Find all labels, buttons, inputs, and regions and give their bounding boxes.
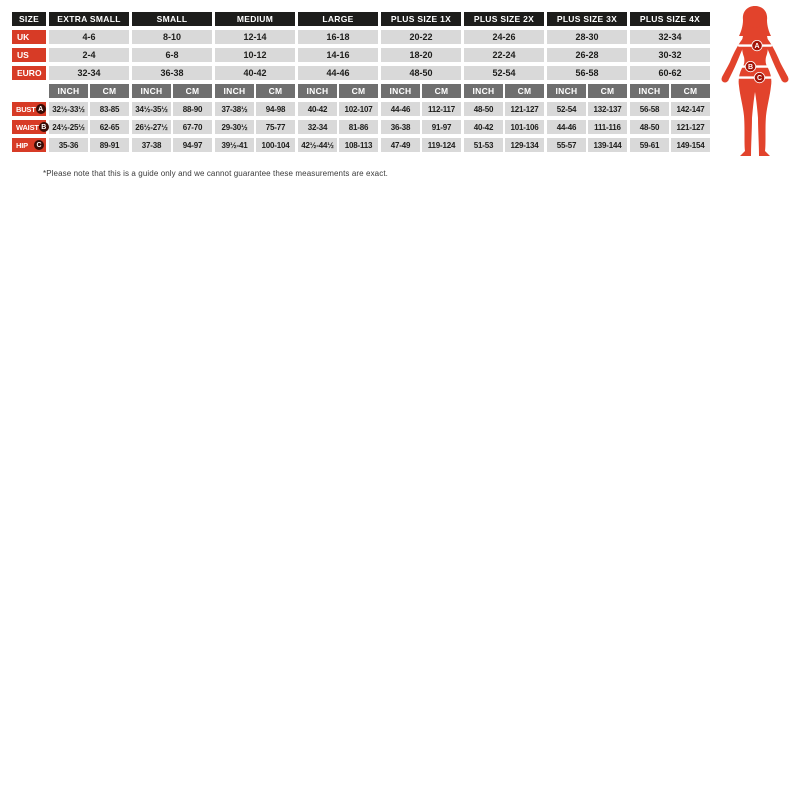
cm-value: 83-85 xyxy=(90,102,129,116)
inch-value: 36-38 xyxy=(381,120,420,134)
measurement-pair xyxy=(215,120,295,134)
measurement-pair xyxy=(215,138,295,152)
inch-value: 55-57 xyxy=(547,138,586,152)
cm-value: 112-117 xyxy=(422,102,461,116)
cm-value: 81-86 xyxy=(339,120,378,134)
cm-value: 88-90 xyxy=(173,102,212,116)
inch-value: 40-42 xyxy=(464,120,503,134)
unit-header-pair xyxy=(547,84,627,98)
row-label-hip xyxy=(12,138,46,152)
size-value: 30-32 xyxy=(630,48,710,62)
size-value: 44-46 xyxy=(298,66,378,80)
unit-header-inch: INCH xyxy=(132,84,171,98)
corner-spacer xyxy=(12,84,46,98)
cm-value: 108-113 xyxy=(339,138,378,152)
size-value: 8-10 xyxy=(132,30,212,44)
column-header-plus-size-3x: PLUS SIZE 3X xyxy=(547,12,627,26)
measurement-pair xyxy=(464,138,544,152)
inch-value: 52-54 xyxy=(547,102,586,116)
unit-header-inch: INCH xyxy=(215,84,254,98)
measurement-pair xyxy=(547,102,627,116)
inch-value: 51-53 xyxy=(464,138,503,152)
inch-value: 56-58 xyxy=(630,102,669,116)
unit-header-pair xyxy=(49,84,129,98)
size-value: 60-62 xyxy=(630,66,710,80)
measurement-pair xyxy=(381,138,461,152)
unit-header-pair xyxy=(298,84,378,98)
guide-disclaimer-footnote: *Please note that this is a guide only and we cannot guarantee these measurements are exact. xyxy=(43,169,388,178)
unit-header-cm: CM xyxy=(90,84,129,98)
cm-value: 149-154 xyxy=(671,138,710,152)
cm-value: 101-106 xyxy=(505,120,544,134)
inch-value: 59-61 xyxy=(630,138,669,152)
marker-badge-c: C xyxy=(34,140,44,150)
unit-header-cm: CM xyxy=(422,84,461,98)
column-header-large: LARGE xyxy=(298,12,378,26)
column-header-small: SMALL xyxy=(132,12,212,26)
marker-badge-b: B xyxy=(39,122,49,132)
inch-value: 44-46 xyxy=(381,102,420,116)
unit-header-inch: INCH xyxy=(464,84,503,98)
measurement-label: WAIST xyxy=(16,122,39,132)
unit-header-cm: CM xyxy=(588,84,627,98)
size-value: 36-38 xyxy=(132,66,212,80)
inch-value: 42½-44½ xyxy=(298,138,337,152)
measurement-pair xyxy=(464,120,544,134)
inch-value: 32½-33½ xyxy=(49,102,88,116)
unit-header-inch: INCH xyxy=(381,84,420,98)
svg-text:A: A xyxy=(754,43,760,51)
size-value: 10-12 xyxy=(215,48,295,62)
measurement-pair xyxy=(215,102,295,116)
size-value: 22-24 xyxy=(464,48,544,62)
row-label-bust xyxy=(12,102,46,116)
inch-value: 40-42 xyxy=(298,102,337,116)
measurement-label: HIP xyxy=(16,140,28,150)
svg-text:C: C xyxy=(756,75,763,83)
size-value: 18-20 xyxy=(381,48,461,62)
inch-value: 47-49 xyxy=(381,138,420,152)
unit-header-cm: CM xyxy=(671,84,710,98)
size-value: 32-34 xyxy=(49,66,129,80)
size-value: 26-28 xyxy=(547,48,627,62)
row-label-us: US xyxy=(12,48,46,62)
column-header-plus-size-1x: PLUS SIZE 1X xyxy=(381,12,461,26)
measurement-label: BUST xyxy=(16,104,36,114)
inch-value: 35-36 xyxy=(49,138,88,152)
inch-value: 37-38 xyxy=(132,138,171,152)
unit-header-cm: CM xyxy=(505,84,544,98)
measurement-pair xyxy=(49,102,129,116)
unit-header-inch: INCH xyxy=(298,84,337,98)
cm-value: 75-77 xyxy=(256,120,295,134)
inch-value: 26½-27½ xyxy=(132,120,171,134)
column-header-plus-size-2x: PLUS SIZE 2X xyxy=(464,12,544,26)
size-chart-table xyxy=(12,12,710,152)
inch-value: 44-46 xyxy=(547,120,586,134)
cm-value: 129-134 xyxy=(505,138,544,152)
svg-text:B: B xyxy=(747,64,754,72)
cm-value: 100-104 xyxy=(256,138,295,152)
measurement-pair xyxy=(547,138,627,152)
size-value: 12-14 xyxy=(215,30,295,44)
measurement-pair xyxy=(298,138,378,152)
marker-badge-a: A xyxy=(36,104,46,114)
cm-value: 132-137 xyxy=(588,102,627,116)
unit-header-inch: INCH xyxy=(630,84,669,98)
measurement-pair xyxy=(547,120,627,134)
measurement-pair xyxy=(630,102,710,116)
inch-value: 29-30½ xyxy=(215,120,254,134)
cm-value: 142-147 xyxy=(671,102,710,116)
row-label-uk: UK xyxy=(12,30,46,44)
cm-value: 94-98 xyxy=(256,102,295,116)
size-value: 32-34 xyxy=(630,30,710,44)
measurement-pair xyxy=(464,102,544,116)
unit-header-cm: CM xyxy=(173,84,212,98)
unit-header-pair xyxy=(381,84,461,98)
measurement-pair xyxy=(381,102,461,116)
cm-value: 111-116 xyxy=(588,120,627,134)
size-value: 6-8 xyxy=(132,48,212,62)
size-value: 28-30 xyxy=(547,30,627,44)
inch-value: 39½-41 xyxy=(215,138,254,152)
inch-value: 24½-25½ xyxy=(49,120,88,134)
size-corner-header: SIZE xyxy=(12,12,46,26)
size-value: 14-16 xyxy=(298,48,378,62)
size-value: 4-6 xyxy=(49,30,129,44)
size-value: 40-42 xyxy=(215,66,295,80)
unit-header-pair xyxy=(630,84,710,98)
column-header-medium: MEDIUM xyxy=(215,12,295,26)
cm-value: 62-65 xyxy=(90,120,129,134)
measurement-pair xyxy=(630,120,710,134)
waist-marker xyxy=(745,61,755,71)
hip-marker xyxy=(754,72,764,82)
size-value: 24-26 xyxy=(464,30,544,44)
column-header-plus-size-4x: PLUS SIZE 4X xyxy=(630,12,710,26)
size-value: 20-22 xyxy=(381,30,461,44)
row-label-waist xyxy=(12,120,46,134)
measurement-pair xyxy=(132,102,212,116)
bust-marker xyxy=(752,40,762,50)
column-header-extra-small: EXTRA SMALL xyxy=(49,12,129,26)
size-value: 52-54 xyxy=(464,66,544,80)
cm-value: 102-107 xyxy=(339,102,378,116)
inch-value: 48-50 xyxy=(464,102,503,116)
cm-value: 121-127 xyxy=(505,102,544,116)
cm-value: 91-97 xyxy=(422,120,461,134)
unit-header-pair xyxy=(464,84,544,98)
cm-value: 139-144 xyxy=(588,138,627,152)
unit-header-inch: INCH xyxy=(547,84,586,98)
measurement-pair xyxy=(49,138,129,152)
measurement-pair xyxy=(630,138,710,152)
unit-header-pair xyxy=(132,84,212,98)
cm-value: 119-124 xyxy=(422,138,461,152)
size-value: 48-50 xyxy=(381,66,461,80)
unit-header-inch: INCH xyxy=(49,84,88,98)
inch-value: 37-38½ xyxy=(215,102,254,116)
measurement-pair xyxy=(49,120,129,134)
measurement-pair xyxy=(298,102,378,116)
cm-value: 94-97 xyxy=(173,138,212,152)
unit-header-cm: CM xyxy=(256,84,295,98)
cm-value: 67-70 xyxy=(173,120,212,134)
unit-header-pair xyxy=(215,84,295,98)
unit-header-cm: CM xyxy=(339,84,378,98)
size-value: 56-58 xyxy=(547,66,627,80)
measurement-pair xyxy=(132,138,212,152)
size-value: 2-4 xyxy=(49,48,129,62)
female-silhouette-icon xyxy=(712,4,798,164)
inch-value: 48-50 xyxy=(630,120,669,134)
measurement-pair xyxy=(381,120,461,134)
cm-value: 89-91 xyxy=(90,138,129,152)
measurement-pair xyxy=(298,120,378,134)
inch-value: 32-34 xyxy=(298,120,337,134)
body-measurement-figure xyxy=(712,4,798,164)
row-label-euro: EURO xyxy=(12,66,46,80)
measurement-pair xyxy=(132,120,212,134)
cm-value: 121-127 xyxy=(671,120,710,134)
size-value: 16-18 xyxy=(298,30,378,44)
inch-value: 34½-35½ xyxy=(132,102,171,116)
